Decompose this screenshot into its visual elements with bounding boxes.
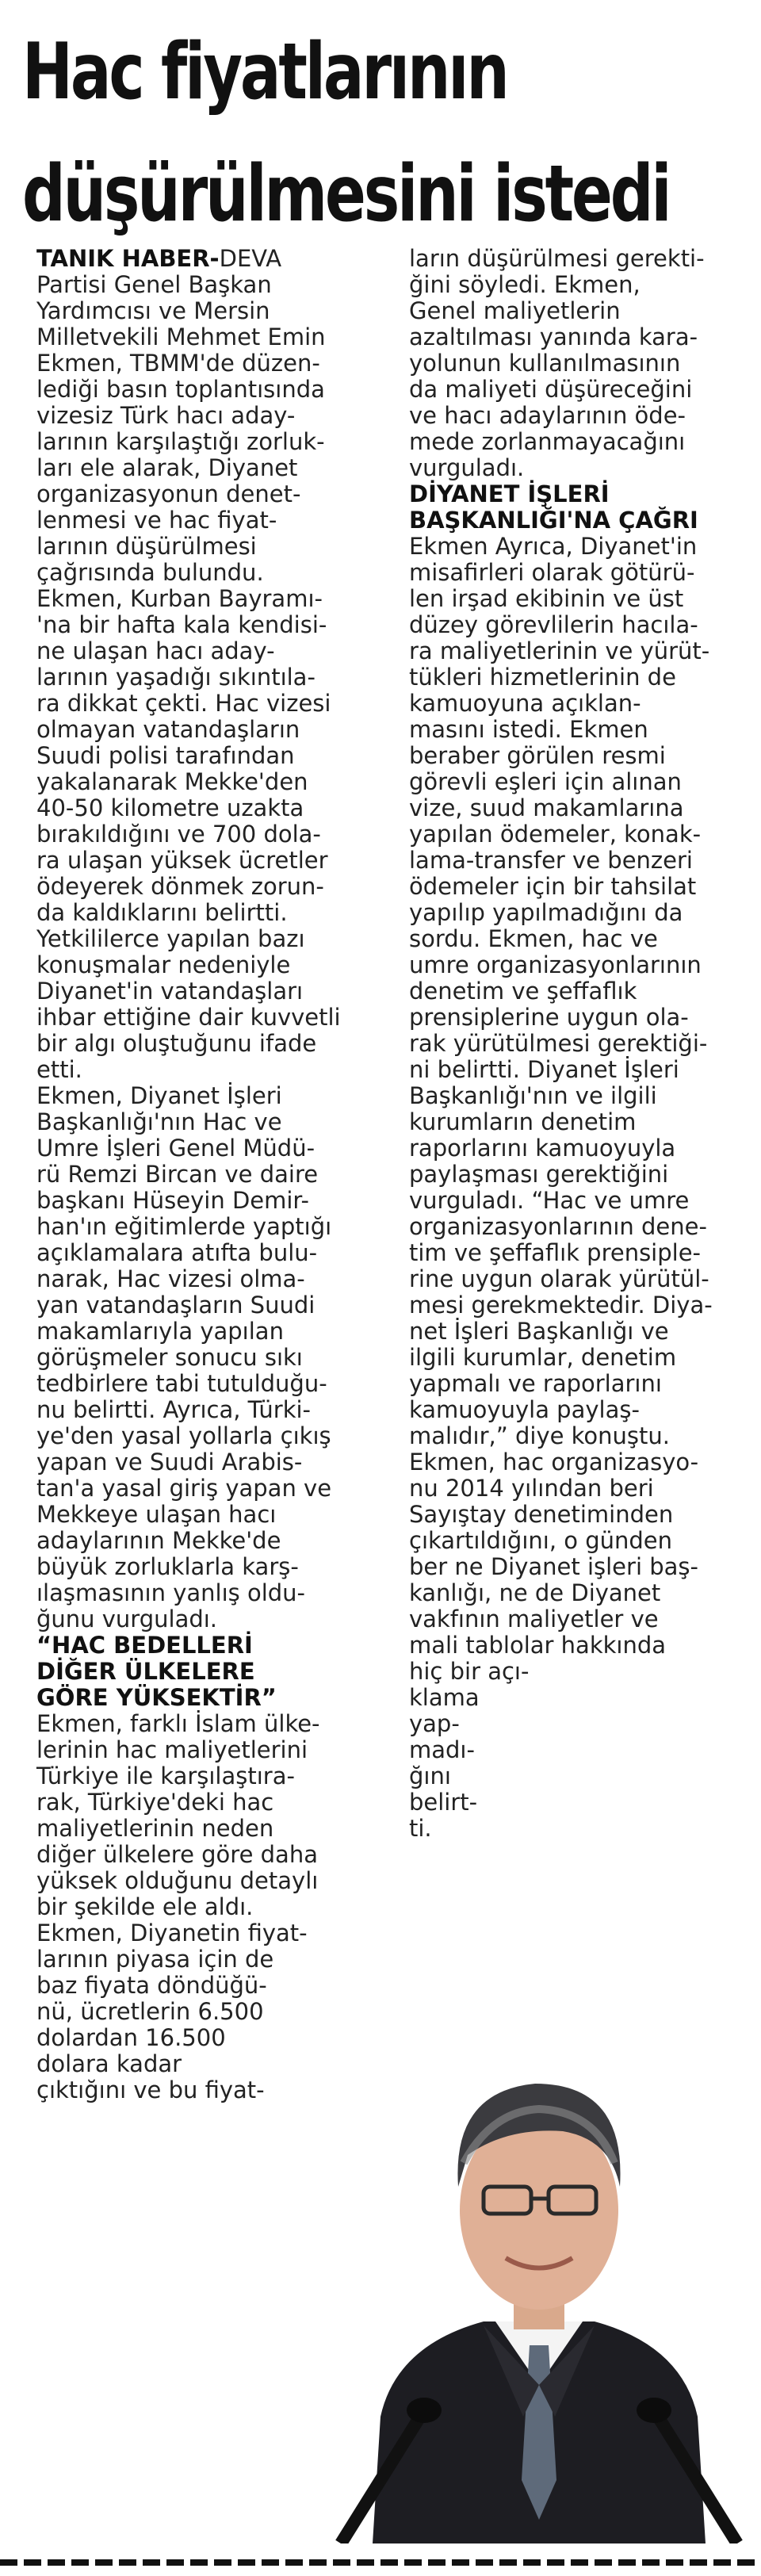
paragraph-5: Ekmen, farklı İslam ülke- lerinin hac maliyetlerini Türkiye ile karşılaştıra- rak, Türkiye'deki hac maliyetlerinin neden diğer ülkelere göre daha yüksek olduğunu detaylı bir şekilde ele aldı.: [36, 1710, 320, 1920]
bottom-divider: [0, 2559, 761, 2566]
article-column-2: [409, 246, 742, 1842]
paragraph-4: Ekmen, Diyanet İşleri Başkanlığı'nın Hac ve Umre İşleri Genel Müdü- rü Remzi Bircan ve daire başkanı Hüseyin Demir- han'ın eğitimlerde yaptığı açıklamalara atıfta bulu- narak, Hac vizesi olma- yan vatandaşların Suudi makamlarıyla yapılan görüşmeler sonucu sıkı tedbirlere tabi tutulduğu- nu belirtti. Ayrıca, Türki- ye'den yasal yollarla çıkış yapan ve Suudi Arabis- tan'a yasal giriş yapan ve Mekkeye ulaşan hacı adaylarının Mekke'de büyük zorluklarla karş- ılaşmasının yanlış oldu- ğunu vurguladı.: [36, 1082, 332, 1632]
headline-line-2: düşürülmesini istedi: [22, 149, 670, 239]
paragraph-7: ların düşürülmesi gerekti- ğini söyledi. Ekmen, Genel maliyetlerin azaltılması yanında kara- yolunun kullanılmasının da maliyeti düşüreceğini ve hacı adaylarının öde- mede zorlanmayacağını vurguladı.: [409, 245, 705, 481]
paragraph-intro: [36, 246, 369, 586]
paragraph-8: Ekmen Ayrıca, Diyanet'in misafirleri olarak götürü- len irşad ekibinin ve üst düzey görevlilerin hacıla- ra maliyetlerinin ve yürüt- tükleri hizmetlerinin de kamuoyuna açıklan- masını istedi. Ekmen beraber görülen resmi görevli eşleri için alınan vize, suud makamlarına yapılan ödemeler, konak- lama-transfer ve benzeri ödemeler için bir tahsilat yapılıp yapılmadığını da sordu. Ekmen, hac ve umre organizasyonlarının denetim ve şeffaflık prensiplerine uygun ola- rak yürütülmesi gerektiği- ni belirtti. Diyanet İşleri Başkanlığı'nın ve ilgili kurumların denetim raporlarını kamuoyuyla paylaşması gerektiğini vurguladı. “Hac ve umre organizasyonlarının dene- tim ve şeffaflık prensiple- rine uygun olarak yürütül- mesi gerekmektedir. Diya- net İşleri Başkanlığı ve ilgili kurumlar, denetim yapmalı ve raporlarını kamuoyuyla paylaş- malıdır,” diye konuştu.: [409, 533, 713, 1449]
source-byline: TANIK HABER-: [36, 245, 220, 272]
subheading-hac-bedelleri: “HAC BEDELLERİ DİĞER ÜLKELERE GÖRE YÜKSEKTİR”: [36, 1632, 277, 1711]
headline: [22, 11, 743, 255]
paragraph-6: Ekmen, Diyanetin fiyat- larının piyasa için de baz fiyata döndüğü- nü, ücretlerin 6.500 dolardan 16.500 dolara kadar çıktığını ve bu fiyat-: [36, 1920, 308, 2103]
paragraph-2: Ekmen, Kurban Bayramı- 'na bir hafta kala kendisi- ne ulaşan hacı aday- larının yaşadığı sıkıntıla- ra dikkat çekti. Hac vizesi olmayan vatandaşların Suudi polisi tarafından yakalanarak Mekke'den 40-50 kilometre uzakta bırakıldığını ve 700 dola- ra ulaşan yüksek ücretler ödeyerek dönmek zorun- da kaldıklarını belirtti.: [36, 585, 331, 926]
paragraph-9: Ekmen, hac organizasyo- nu 2014 yılından beri Sayıştay denetiminden çıkartıldığını, o günden ber ne Diyanet işleri baş- kanlığı, ne de Diyanet vakfının maliyetler ve mali tablolar hakkında hiç bir açı- klama yap- madı- ğını belirt- ti.: [409, 1449, 699, 1842]
headline-line-1: Hac fiyatlarının: [22, 27, 507, 117]
article-column-1: [36, 246, 369, 2103]
paragraph-3: Yetkililerce yapılan bazı konuşmalar nedeniyle Diyanet'in vatandaşları ihbar ettiğine dair kuvvetli bir algı oluştuğunu ifade etti.: [36, 925, 341, 1083]
subheading-diyanet-cagri: DİYANET İŞLERİ BAŞKANLIĞI'NA ÇAĞRI: [409, 480, 698, 534]
paragraph-intro-text: DEVA Partisi Genel Başkan Yardımcısı ve Mersin Milletvekili Mehmet Emin Ekmen, TBMM'de düzen- lediği basın toplantısında vizesiz Türk hacı aday- larının karşılaştığı zorluk- ları ele alarak, Diyanet organizasyonun denet- lenmesi ve hac fiyat- larının düşürülmesi çağrısında bulundu.: [36, 245, 326, 586]
portrait-photo: [325, 1973, 753, 2543]
